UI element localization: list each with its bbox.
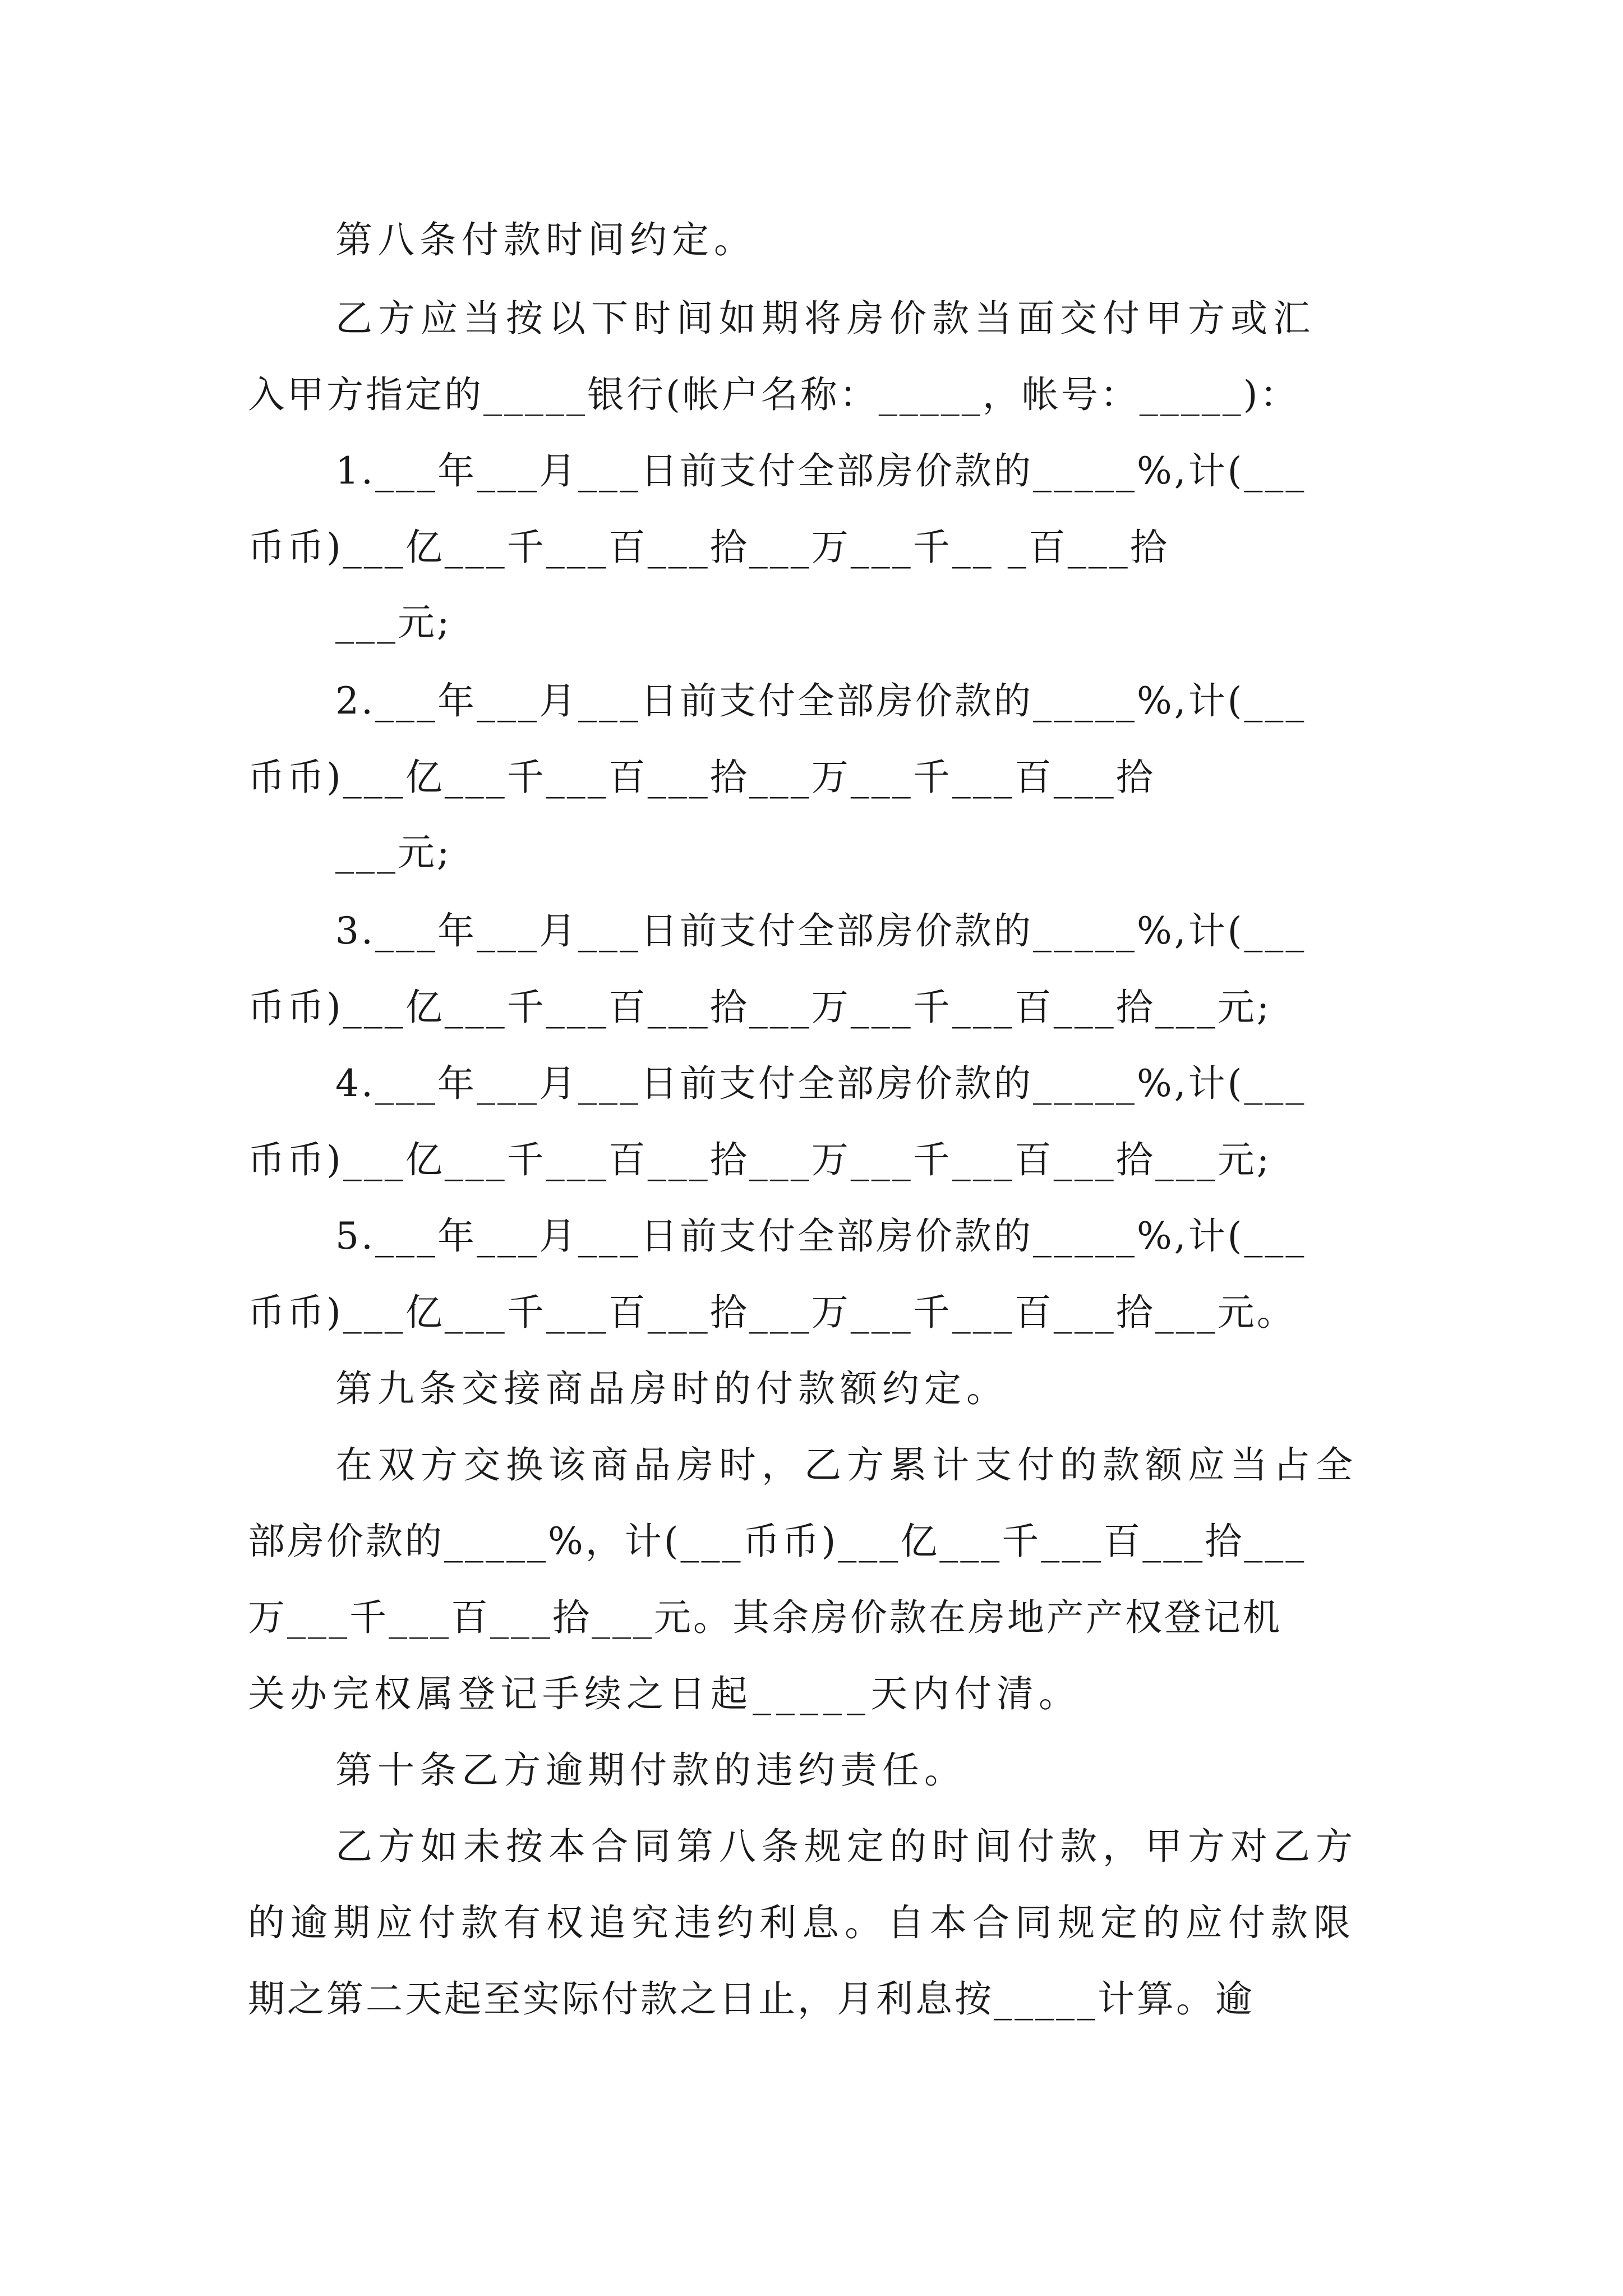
article-10-heading: 第十条乙方逾期付款的违约责任。 xyxy=(335,1749,966,1792)
payment-item-2-amount: 币币)___亿___千___百___拾___万___千___百___拾 xyxy=(248,756,1155,799)
payment-item-3-amount: 币币)___亿___千___百___拾___万___千___百___拾___元; xyxy=(248,986,1271,1029)
paragraph-line: 万___千___百___拾___元。其余房价款在房地产产权登记机 xyxy=(248,1596,1282,1639)
paragraph-line: 乙方如未按本合同第八条规定的时间付款，甲方对乙方 xyxy=(335,1825,1358,1868)
paragraph-line: 关办完权属登记手续之日起_____天内付清。 xyxy=(248,1672,1081,1715)
payment-item-5: 5.___年___月___日前支付全部房价款的_____%,计(___ xyxy=(335,1214,1307,1258)
paragraph-line: 在双方交换该商品房时，乙方累计支付的款额应当占全 xyxy=(335,1443,1358,1487)
article-8-heading: 第八条付款时间约定。 xyxy=(335,218,756,261)
paragraph-line: 入甲方指定的_____银行(帐户名称：_____，帐号：_____)： xyxy=(248,373,1299,416)
payment-item-2-yuan: ___元; xyxy=(335,831,452,874)
article-9-heading: 第九条交接商品房时的付款额约定。 xyxy=(335,1367,1008,1410)
payment-item-5-amount: 币币)___亿___千___百___拾___万___千___百___拾___元。 xyxy=(248,1291,1296,1334)
paragraph-line: 部房价款的_____%，计(___币币)___亿___千___百___拾___ xyxy=(248,1520,1307,1563)
payment-item-1-yuan: ___元; xyxy=(335,601,452,644)
payment-item-1: 1.___年___月___日前支付全部房价款的_____%,计(___ xyxy=(335,449,1307,493)
paragraph-line: 乙方应当按以下时间如期将房价款当面交付甲方或汇 xyxy=(335,297,1316,340)
payment-item-4: 4.___年___月___日前支付全部房价款的_____%,计(___ xyxy=(335,1062,1307,1105)
payment-item-4-amount: 币币)___亿___千___百___拾___万___千___百___拾___元; xyxy=(248,1138,1271,1181)
paragraph-line: 的逾期应付款有权追究违约利息。自本合同规定的应付款限 xyxy=(248,1901,1356,1944)
paragraph-line: 期之第二天起至实际付款之日止，月利息按_____计算。逾 xyxy=(248,1977,1255,2021)
payment-item-3: 3.___年___月___日前支付全部房价款的_____%,计(___ xyxy=(335,909,1307,953)
payment-item-2: 2.___年___月___日前支付全部房价款的_____%,计(___ xyxy=(335,679,1307,723)
payment-item-1-amount: 币币)___亿___千___百___拾___万___千__ _百___拾 xyxy=(248,526,1169,569)
